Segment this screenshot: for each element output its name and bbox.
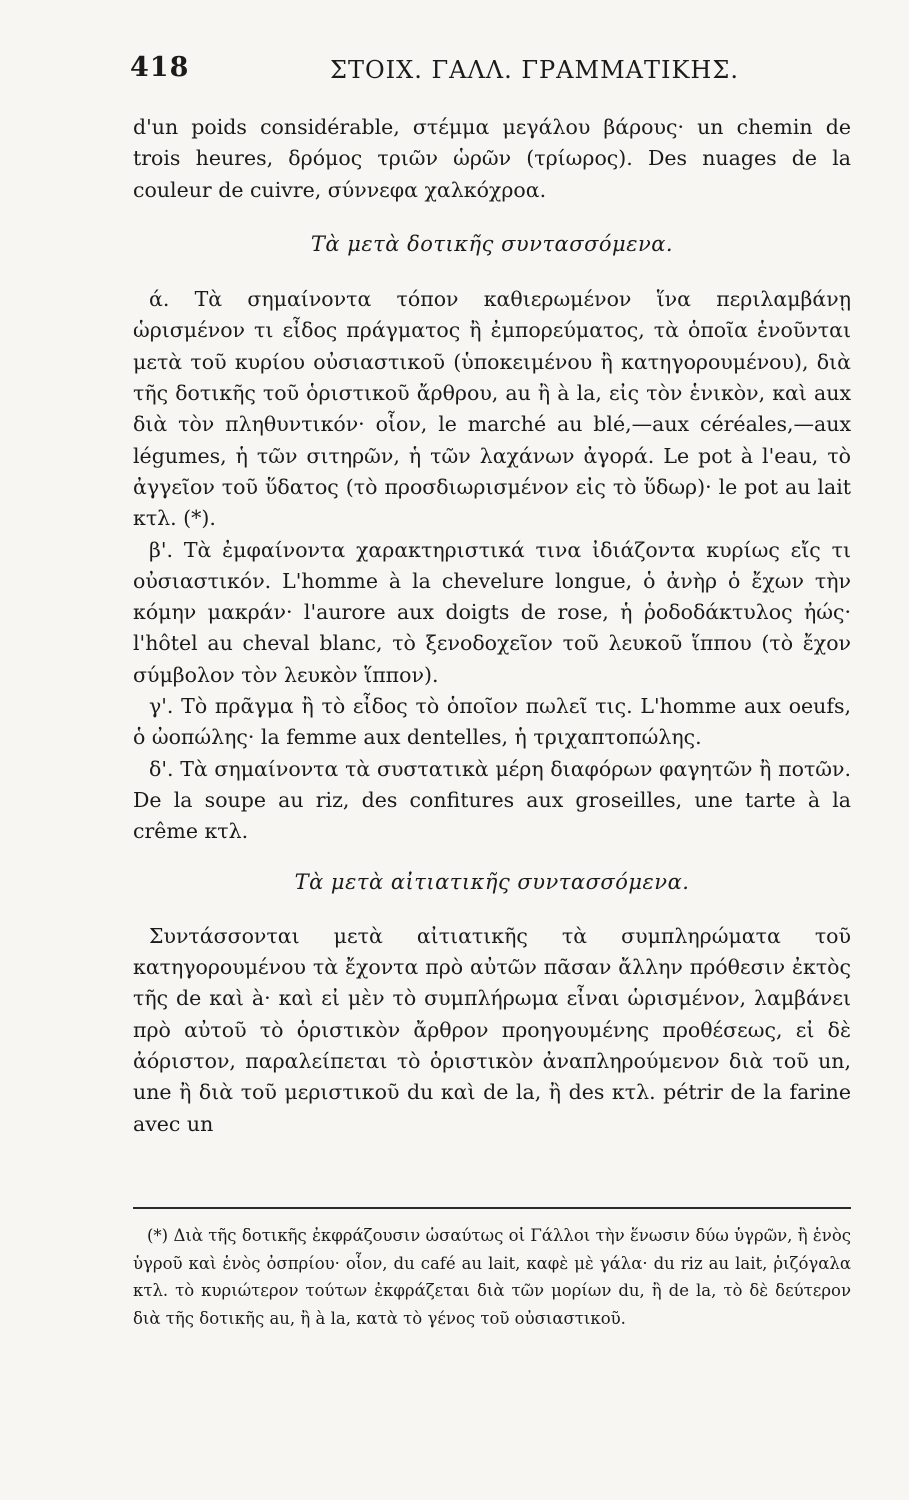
paragraph-item-a: ά. Τὰ σημαίνοντα τόπον καθιερωμένον ἵνα περιλαμβάνῃ ὡρισμένον τι εἶδος πράγματος ἢ ἐμπορεύματος, τὰ ὁποῖα ἑνοῦνται μετὰ τοῦ κυρίου οὐσιαστικοῦ (ὑποκειμένου ἢ κατηγορουμένου), διὰ τῆς δοτικῆς τοῦ ὁριστικοῦ ἄρθρου, au ἢ à la, εἰς τὸν ἑνικὸν, καὶ aux διὰ τὸν πληθυντικόν· οἷον, le marché au blé,—aux céréales,—aux légumes, ἡ τῶν σιτηρῶν, ἡ τῶν λαχάνων ἀγορά. Le pot à l'eau, τὸ ἀγγεῖον τοῦ ὕδατος (τὸ προσδιωρισμένον εἰς τὸ ὕδωρ)· le pot au lait κτλ. (*). <box>133 287 851 531</box>
paragraph-intro: d'un poids considérable, στέμμα μεγάλου βάρους· un chemin de trois heures, δρόμος τριῶν ὡρῶν (τρίωρος). Des nuages de la couleur de cuivre, σύννεφα χαλκόχροα. <box>133 115 851 202</box>
page-header <box>130 52 850 92</box>
paragraph-accusative: Συντάσσονται μετὰ αἰτιατικῆς τὰ συμπληρώματα τοῦ κατηγορουμένου τὰ ἔχοντα πρὸ αὐτῶν πᾶσαν ἄλλην πρόθεσιν ἐκτὸς τῆς de καὶ à· καὶ εἰ μὲν τὸ συμπλήρωμα εἶναι ὡρισμένον, λαμβάνει πρὸ αὐτοῦ τὸ ὁριστικὸν ἄρθρον προηγουμένης προθέσεως, εἰ δὲ ἀόριστον, παραλείπεται τὸ ὁριστικὸν ἀναπληρούμενον διὰ τοῦ un, une ἢ διὰ τοῦ μεριστικοῦ du καὶ de la, ἢ des κτλ. pétrir de la farine avec un <box>133 923 851 1136</box>
section-heading-accusative: Τὰ μετὰ αἰτιατικῆς συντασσόμενα. <box>294 869 690 894</box>
footnote-text: (*) Διὰ τῆς δοτικῆς ἐκφράζουσιν ὡσαύτως οἱ Γάλλοι τὴν ἕνωσιν δύω ὑγρῶν, ἢ ἑνὸς ὑγροῦ καὶ ἑνὸς ὀσπρίου· οἷον, du café au lait, καφὲ μὲ γάλα· du riz au lait, ῥιζόγαλα κτλ. τὸ κυριώτερον τούτων ἐκφράζεται διὰ τῶν μορίων du, ἢ de la, τὸ δὲ δεύτερον διὰ τῆς δοτικῆς au, ἢ à la, κατὰ τὸ γένος τοῦ οὐσιαστικοῦ. <box>133 1226 851 1328</box>
footnote <box>133 1222 851 1332</box>
paragraph-item-d: δ'. Τὰ σημαίνοντα τὰ συστατικὰ μέρη διαφόρων φαγητῶν ἢ ποτῶν. De la soupe au riz, des confitures aux groseilles, une tarte à la crême κτλ. <box>133 756 851 844</box>
page-number: 418 <box>130 52 190 83</box>
footnote-divider <box>133 1207 851 1209</box>
running-title: ΣΤΟΙΧ. ΓΑΛΛ. ΓΡΑΜΜΑΤΙΚΗΣ. <box>330 56 739 84</box>
paragraph-item-c: γ'. Τὸ πρᾶγμα ἢ τὸ εἶδος τὸ ὁποῖον πωλεῖ τις. L'homme aux oeufs, ὁ ὠοπώλης· la femme aux dentelles, ἡ τριχαπτοπώλης. <box>133 694 851 750</box>
paragraph-item-b: β'. Τὰ ἐμφαίνοντα χαρακτηριστικά τινα ἰδιάζοντα κυρίως εἴς τι οὐσιαστικόν. L'homme à la chevelure longue, ὁ ἀνὴρ ὁ ἔχων τὴν κόμην μακράν· l'aurore aux doigts de rose, ἡ ῥοδοδάκτυλος ἠώς· l'hôtel au cheval blanc, τὸ ξενοδοχεῖον τοῦ λευκοῦ ἵππου (τὸ ἔχον σύμβολον τὸν λευκὸν ἵππον). <box>133 537 851 687</box>
section-heading-dative: Τὰ μετὰ δοτικῆς συντασσόμενα. <box>310 231 674 256</box>
main-text <box>133 112 851 1140</box>
